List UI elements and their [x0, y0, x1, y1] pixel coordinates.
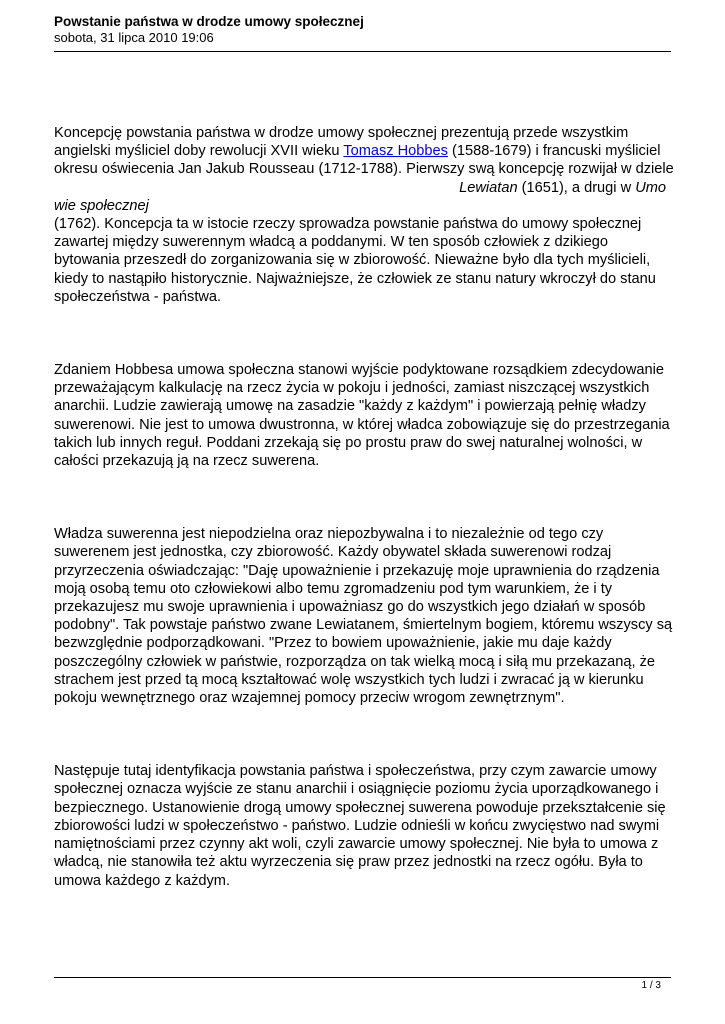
work-title-umowa-part1: Umo: [635, 179, 666, 196]
paragraph-1-continued: (1588-1679) i francuski myśliciel okresu oświecenia Jan Jakub Rousseau (1712-1788). Pierwszy swą koncepcję rozwijał w dziele: [54, 143, 674, 178]
paragraph-1-rest: (1762). Koncepcja ta w istocie rzeczy sprowadza powstanie państwa do umowy społecznej zawartej między suwerennym władcą a poddanymi. W ten sposób człowiek z dzikiego bytowania przeszedł do zorganizowania się w zbiorowość. Nieważne było dla tych myślicieli, kiedy to nastąpiło historycznie. Najważniejsze, że człowiek ze stanu natury wkroczył do stanu społeczeństwa - państwa.: [54, 216, 656, 305]
hobbes-link[interactable]: Tomasz Hobbes: [343, 143, 448, 160]
paragraph-2-text: Zdaniem Hobbesa umowa społeczna stanowi wyjście podyktowane rozsądkiem zdecydowanie przeważającym kalkulację na rzecz życia w pokoju i jedności, zamiast niszczącej wszystkich anarchii. Ludzie zawierają umowę na zasadzie "każdy z każdym" i powierzają pełnię władzy suwerenowi. Nie jest to umowa dwustronna, w której władca zobowiązuje się do przestrzegania takich lub innych reguł. Poddani zrzekają się po prostu praw do swej naturalnej wolności, w całości przekazują ją na rzecz suwerena.: [54, 362, 670, 470]
paragraph-4: [54, 762, 676, 889]
article-title: Powstanie państwa w drodze umowy społecznej: [54, 14, 364, 29]
article-body: [54, 124, 676, 945]
paragraph-2: [54, 361, 676, 470]
paragraph-1: [54, 124, 676, 306]
paragraph-4-text: Następuje tutaj identyfikacja powstania państwa i społeczeństwa, przy czym zawarcie umowy społecznej oznacza wyjście ze stanu anarchii i osiągnięcie poziomu życia uporządkowanego i bezpiecznego. Ustanowienie drogą umowy społecznej suwerena powoduje przekształcenie się zbiorowości ludzi w społeczeństwo - państwo. Ludzie odnieśli w końcu zwycięstwo nad swymi namiętnościami przez czynny akt woli, czyli zawarcie umowy społecznej. Nie była to umowa z władcą, nie stanowiła też aktu wyrzeczenia się praw przez jednostki na rzecz ogółu. Była to umowa każdego z każdym.: [54, 763, 666, 889]
paragraph-1-intro: Koncepcję powstania państwa w drodze umowy społecznej prezentują przede wszystkim angielski myśliciel doby rewolucji XVII wieku: [54, 125, 629, 160]
page-number: 1 / 3: [641, 980, 661, 991]
footer-divider: [54, 977, 671, 978]
paragraph-3: [54, 525, 676, 707]
page-header: [54, 14, 671, 46]
works-line: [54, 179, 676, 197]
work-title-umowa-part2: wie społecznej: [54, 197, 149, 214]
work-title-lewiatan: Lewiatan: [459, 179, 518, 196]
header-divider: [54, 51, 671, 52]
article-date: sobota, 31 lipca 2010 19:06: [54, 30, 214, 45]
works-line-mid: (1651), a drugi w: [517, 179, 636, 196]
paragraph-3-text: Władza suwerenna jest niepodzielna oraz niepozbywalna i to niezależnie od tego czy suwerenem jest jednostka, czy zbiorowość. Każdy obywatel składa suwerenowi rodzaj przyrzeczenia oświadczając: "Daję upoważnienie i przekazuję moje uprawnienia do rządzenia moją osobą temu oto człowiekowi albo temu zgromadzeniu pod tym warunkiem, że i ty przekazujesz mu swoje uprawnienia i upoważniasz go do wszystkich jego działań w sposób podobny". Tak powstaje państwo zwane Lewiatanem, śmiertelnym bogiem, któremu wszyscy są bezwzględnie podporządkowani. "Przez to bowiem upoważnienie, jakie mu daje każdy poszczególny człowiek w państwie, rozporządza on tak wielką mocą i siłą mu przekazaną, że strachem jest przed tą mocą kształtować wolę wszystkich tych ludzi i zwracać ją w kierunku pokoju wewnętrznego oraz wzajemnej pomocy przeciw wrogom zewnętrznym".: [54, 526, 673, 707]
